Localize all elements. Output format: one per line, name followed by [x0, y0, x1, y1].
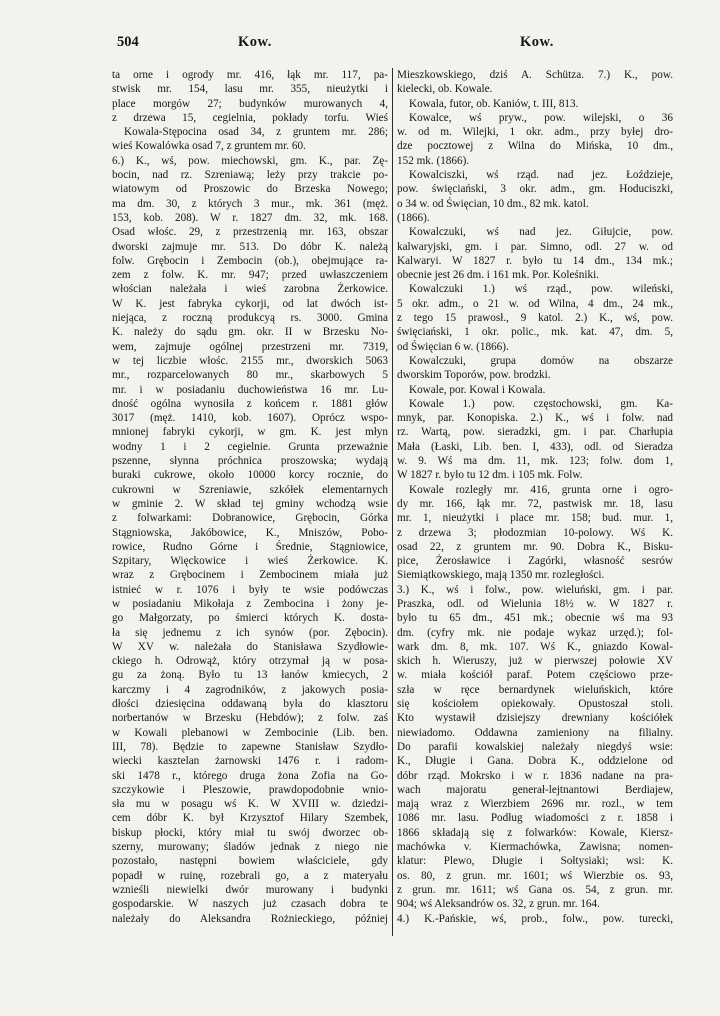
text-line: sła mu w posagu wś K. W XVIII w. dziedzi- — [112, 798, 388, 811]
text-line: mr. i w posiadaniu duchowieństwa 16 mr. Lu- — [112, 383, 388, 396]
text-line: place morgów 27; budynków murowanych 4, — [112, 97, 388, 110]
text-line: dworskim Toporów, pow. brodzki. — [397, 369, 551, 382]
text-line: dłości dziesięcina oddawaną była do klasztoru — [112, 698, 388, 711]
text-line: z folwarkami: Dobranowice, Grębocin, Górka — [112, 512, 388, 525]
text-line: pice, Żerosławice i Zagórki, własność sesrów — [397, 555, 673, 568]
text-line: K. należy do sądu gm. okr. II w Brzesku No- — [112, 326, 388, 339]
text-line: Do parafii kowalskiej należały niegdyś wsie: — [397, 740, 673, 753]
text-line: niejąca, z roczną produkcyą rs. 3000. Gmina — [112, 312, 388, 325]
text-line: pozostało, następni bowiem właściciele, gdy — [112, 855, 388, 868]
text-line: w Kowali plebanowi w Zembocinie (Lib. ben. — [112, 726, 388, 739]
text-line: było tu 65 dm., 451 mk.; obecnie wś ma 93 — [397, 612, 673, 625]
text-line: os. 80, z grun. mr. 1601; wś Wierzbie os. 93, — [397, 869, 673, 882]
text-line: Osad włośc. 29, z przestrzenią mr. 163, obszar — [112, 226, 388, 239]
text-line: mają wraz z Wierzbiem 2696 mr. rozl., w tem — [397, 798, 673, 811]
text-line: wem, zajmuje ogólnej przestrzeni mr. 7319, — [112, 340, 388, 353]
text-line: K., Długie i Gana. Dobra K., oddzielone od — [397, 755, 673, 768]
text-line: włościan należała i wieś zarobna Żerkowice. — [112, 283, 388, 296]
text-line: ckiego h. Odrowąż, który otrzymał ją w posa- — [112, 655, 388, 668]
text-line: buraki cukrowe, około 10000 korcy rocznie, do — [112, 469, 388, 482]
text-line: szerny, murowany; śladów jednak z niego nie — [112, 841, 388, 854]
text-line: Kowala-Stępocina osad 34, z gruntem mr. 286; — [124, 126, 388, 139]
text-line: ła się jednemu z ich synów (por. Zębocin). — [112, 626, 388, 639]
text-line: należały do Aleksandra Rożnieckiego, później — [112, 912, 388, 925]
text-line: biskup płocki, który miał tu swój dworzec ob- — [112, 826, 388, 839]
text-line: Kowalczuki, wś nad jez. Giłujcie, pow. — [409, 226, 673, 239]
text-line: ta orne i ogrody mr. 416, łąk mr. 117, pa- — [112, 69, 388, 81]
text-line: z drzewa 3; płodozmian 10-polowy. Wś K. — [397, 526, 673, 539]
text-line: wznieśli niewielki dwór murowany i budynki — [112, 883, 388, 896]
text-line: Kalwaryi. W 1827 r. było tu 14 dm., 134 mk.; — [397, 254, 673, 267]
text-line: W K. jest fabryka cykorji, od lat dwóch ist- — [112, 297, 388, 310]
text-line: Mała (Łaski, Lib. ben. I, 433), odl. od Sieradza — [397, 440, 673, 453]
text-line: mr. 1, nieużytki i place mr. 158; bud. mur. 1, — [397, 512, 673, 525]
text-line: Siemiątkowskiego, mają 1350 mr. rozległości. — [397, 569, 605, 582]
running-header — [0, 34, 720, 56]
text-line: Szpitary, Więckowice i wieś Żerkowice. K. — [112, 555, 388, 568]
text-line: ski 1478 r., którego druga żona Zofia na Go- — [112, 769, 388, 782]
text-line: 3017 (męż. 1410, kob. 1607). Oprócz wspo- — [112, 412, 388, 425]
text-line: osad 22, z gruntem mr. 90. Dobra K., Bisku- — [397, 540, 673, 553]
text-line: gu za żoną. Było tu 13 łanów kmiecych, 2 — [112, 669, 388, 682]
text-line: 5 okr. adm., o 21 w. od Wilna, 4 dm., 24 mk., — [397, 297, 673, 310]
text-line: dy mr. 166, łąk mr. 72, pastwisk mr. 18, lasu — [397, 497, 673, 510]
text-line: mnyk, par. Konopiska. 2.) K., wś i folw. nad — [397, 412, 673, 425]
text-line: wiecki kasztelan żarnowski 1476 r. i radom- — [112, 755, 388, 768]
text-line: stwisk mr. 154, lasu mr. 355, nieużytki i — [112, 83, 388, 96]
text-line: Kowalczuki, grupa domów na obszarze — [409, 354, 673, 367]
text-line: karczmy i 4 zagrodników, z jakowych posia- — [112, 683, 388, 696]
text-line: dm. (cyfry mk. nie podaje wykaz urzęd.); fol- — [397, 626, 673, 639]
text-line: cem dóbr K. był Krzysztof Hilary Szembek, — [112, 812, 388, 825]
running-head-right: Kow. — [520, 34, 554, 50]
text-line: gospodarskie. W naszych już czasach dobra te — [112, 898, 388, 911]
text-line: 904; wś Aleksandrów os. 32, z grun. mr. 164. — [397, 898, 600, 911]
text-line: 153, kob. 208). W r. 1827 dm. 32, mk. 168. — [112, 211, 388, 224]
text-line: mnionej fabryki cykorji, w gm. K. jest młyn — [112, 426, 388, 439]
text-line: wieś Kowalówka osad 7, z gruntem mr. 60. — [112, 140, 306, 153]
text-line: W XV w. należała do Stanisława Szydłowie- — [112, 640, 388, 653]
text-line: norbertanów w Brzesku (Hebdów); z folw. zaś — [112, 712, 388, 725]
text-line: 3.) K., wś i folw., pow. wieluński, gm. i par. — [397, 583, 673, 596]
text-line: ma dm. 30, z których 3 mur., mk. 361 (męż. — [112, 197, 388, 210]
text-line: Kowala, futor, ob. Kaniów, t. III, 813. — [409, 97, 579, 110]
text-line: kalwaryjski, gm. i par. Simno, odl. 27 w. od — [397, 240, 673, 253]
text-line: rz. Wartą, pow. sieradzki, gm. i par. Charłupia — [397, 426, 673, 439]
text-line: w gminie 2. W skład tej gminy wchodzą wsie — [112, 497, 388, 510]
text-line: Kowale 1.) pow. częstochowski, gm. Ka- — [409, 397, 673, 410]
page-number: 504 — [117, 34, 139, 50]
text-line: dność ogólna wynosiła z końcem r. 1881 głów — [112, 397, 388, 410]
text-line: wiatowym od Proszowic do Brzeska Nowego; — [112, 183, 388, 196]
text-line: od Święcian 6 w. (1866). — [397, 340, 509, 353]
text-line: w. 9. Wś ma dm. 11, mk. 123; folw. dom 1, — [397, 455, 673, 468]
text-line: istnieć w r. 1076 i były te wsie podówczas — [112, 583, 388, 596]
text-line: III, 78). Będzie to zapewne Stanisław Szydło- — [112, 740, 388, 753]
text-line: Kowale, por. Kowal i Kowala. — [409, 383, 546, 396]
right-column — [397, 68, 673, 926]
text-line: Mieszkowskiego, dziś A. Schütza. 7.) K., pow. — [397, 69, 673, 81]
text-line: 152 mk. (1866). — [397, 154, 470, 167]
text-line: pszenne, słynna próchnica proszowska; wydają — [112, 455, 388, 468]
text-line: Kowale rozległy mr. 416, grunta orne i ogro- — [409, 483, 673, 496]
text-line: 1086 mr. lasu. Podług wiadomości z r. 1858 i — [397, 812, 673, 825]
column-divider — [392, 68, 393, 936]
text-line: o 34 w. od Święcian, 10 dm., 82 mk. katol. — [397, 197, 589, 210]
text-line: wraz z Grębocinem i Zembocinem miała już — [112, 569, 388, 582]
text-line: wach majoratu generał-lejtnantowi Berdiajew, — [397, 783, 673, 796]
text-line: skich h. Wieruszy, już w pierwszej połowie XV — [397, 655, 673, 668]
text-line: machówka v. Kiermachówka, Zawisna; nomen- — [397, 841, 673, 854]
running-head-left: Kow. — [238, 34, 272, 50]
text-line: w tej liczbie włośc. 2155 mr., dworskich 5063 — [112, 354, 388, 367]
text-line: kielecki, ob. Kowale. — [397, 83, 493, 96]
text-line: popadł w ruinę, rozebrali go, a z materyału — [112, 869, 388, 882]
text-line: Kowalce, wś pryw., pow. wilejski, o 36 — [409, 111, 673, 124]
text-line: dworski zajmuje mr. 513. Do dóbr K. należą — [112, 240, 388, 253]
text-line: klatur: Plewo, Długie i Sołtysiaki; wsi: K. — [397, 855, 673, 868]
text-line: pow. święciański, 3 okr. adm., gm. Hoduciszki, — [397, 183, 673, 196]
text-line: z grun. mr. 1611; wś Gana os. 54, z grun. mr. — [397, 883, 673, 896]
text-line: święciański, 1 okr. polic., mk. kat. 47, dm. 5, — [397, 326, 673, 339]
text-line: obecnie jest 26 dm. i 161 mk. Por. Koleśniki. — [397, 269, 599, 282]
text-line: 1866 składają się z folwarków: Kowale, Kiersz- — [397, 826, 673, 839]
text-line: Kowalciszki, wś rząd. nad jez. Łoździeje, — [409, 169, 673, 182]
text-line: się kościołem opiekowały. Opustoszał stoli. — [397, 698, 673, 711]
text-line: w posiadaniu Mikołaja z Zembocina i żony je- — [112, 597, 388, 610]
text-line: Praszka, odl. od Wielunia 18½ w. W 1827 r. — [397, 597, 673, 610]
text-line: wark dm. 8, mk. 107. Wś K., gniazdo Kowal- — [397, 640, 673, 653]
text-line: Kto wystawił dzisiejszy drewniany kościółek — [397, 712, 673, 725]
text-line: w. od m. Wilejki, 1 okr. adm., przy byłej dro- — [397, 126, 673, 139]
text-line: folw. Grębocin i Zembocin (ob.), obejmujące ra- — [112, 254, 388, 267]
text-line: dze pocztowej z Wilna do Mińska, 10 dm., — [397, 140, 673, 153]
text-line: go Małgorzaty, po śmierci których K. dosta- — [112, 612, 388, 625]
text-line: w. miała kościół paraf. Potem częściowo prze- — [397, 669, 673, 682]
text-line: szczykowie i Pleszowie, prawdopodobnie wnio- — [112, 783, 388, 796]
text-line: zem z folw. K. mr. 947; przed uwłaszczeniem — [112, 269, 388, 282]
text-line: z tego 15 prawosł., 9 katol. 2.) K., wś, pow. — [397, 312, 673, 325]
text-line: rowice, Rudno Górne i Średnie, Stągniowice, — [112, 540, 388, 553]
text-line: niewiadomo. Oddawna zamieniony na filialny. — [397, 726, 673, 739]
text-line: mr., rozparcelowanych 80 mr., skarbowych 5 — [112, 369, 388, 382]
text-line: dóbr rząd. Mokrsko i w r. 1836 nadane na pra- — [397, 769, 673, 782]
text-line: z drzewa 15, cegielnia, pokłady torfu. Wieś — [112, 111, 388, 124]
text-line: 4.) K.-Pańskie, wś, prob., folw., pow. turecki, — [397, 912, 673, 925]
left-column — [112, 68, 388, 926]
text-line: cukrowni w Szreniawie, szkółek elementarnych — [112, 483, 388, 496]
text-line: W 1827 r. było tu 12 dm. i 105 mk. Folw. — [397, 469, 583, 482]
text-line: wodny 1 i 2 cegielnie. Grunta przeważnie — [112, 440, 388, 453]
text-line: (1866). — [397, 211, 430, 224]
text-line: szła w ręce bernardynek wieluńskich, które — [397, 683, 673, 696]
text-line: Stągniowska, Jakóbowice, K., Mniszów, Pobo- — [112, 526, 388, 539]
text-line: 6.) K., wś, pow. miechowski, gm. K., par. Zę- — [112, 154, 388, 167]
text-line: bocin, nad rz. Szreniawą; leży przy trakcie po- — [112, 169, 388, 182]
text-line: Kowalczuki 1.) wś rząd., pow. wileński, — [409, 283, 673, 296]
